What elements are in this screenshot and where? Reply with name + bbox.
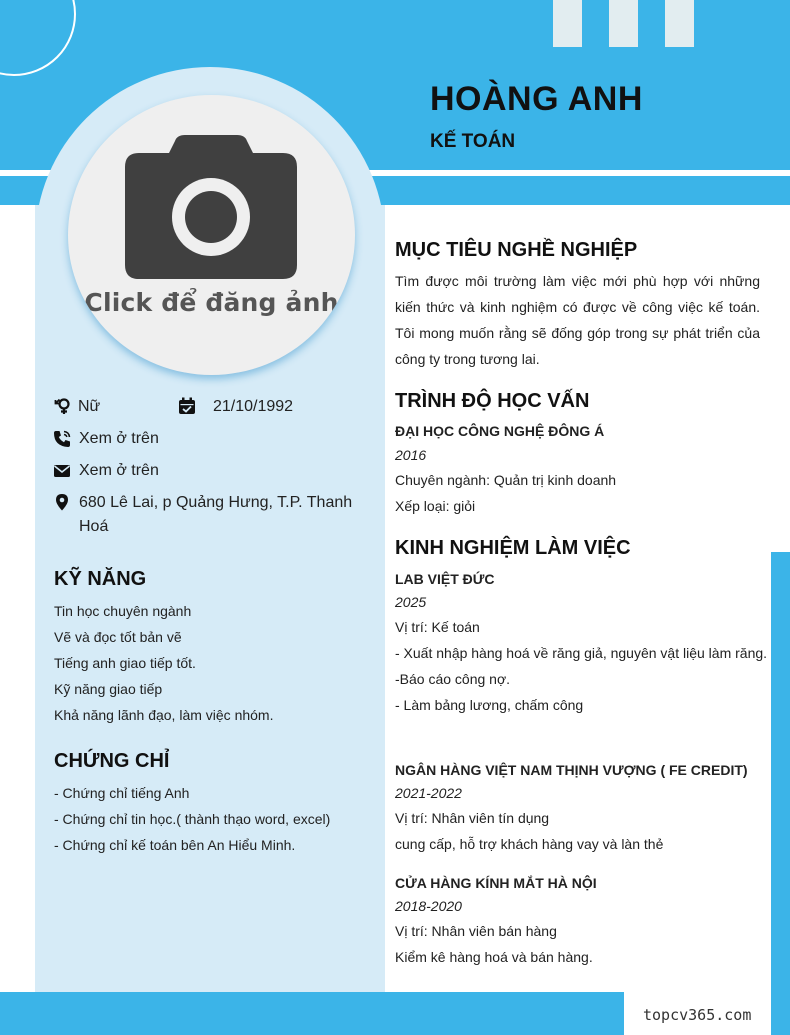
gender-icon [54,397,72,415]
photo-upload[interactable] [68,95,355,375]
objective-text: Tìm được môi trường làm việc mới phù hợp với những kiến thức và kinh nghiệm có được về công việc kế toán. Tôi mong muốn rằng sẽ đống góp trong sự phát triển của công ty trong tương lai. [395,273,760,367]
skill-item: Vẽ và đọc tốt bản vẽ [54,629,182,645]
gender-value: Nữ [78,398,101,415]
job-title: KẾ TOÁN [430,131,516,152]
address-line-1: 680 Lê Lai, p Quảng Hưng, T.P. Thanh [79,494,353,511]
company-name: CỬA HÀNG KÍNH MẮT HÀ NỘI [395,875,597,891]
footer-bar [0,992,624,1035]
school-name: ĐẠI HỌC CÔNG NGHỆ ĐÔNG Á [395,423,605,439]
decorative-side-bar [771,552,790,1035]
job-period: 2021-2022 [395,785,462,801]
experience-heading: KINH NGHIỆM LÀM VIỆC [395,537,631,559]
watermark: topcv365.com [643,1006,752,1024]
job-detail: cung cấp, hỗ trợ khách hàng vay và làn thẻ [395,836,664,852]
candidate-name: HOÀNG ANH [430,80,643,118]
company-name: NGÂN HÀNG VIỆT NAM THỊNH VƯỢNG ( FE CREDIT) [395,762,748,778]
job-detail: -Báo cáo công nợ. [395,671,511,687]
job-detail: - Làm bảng lương, chấm công [395,697,584,713]
job-detail: - Xuất nhập hàng hoá về răng giả, nguyên vật liệu làm răng. [395,645,768,661]
email-value[interactable]: Xem ở trên [79,462,159,479]
company-name: LAB VIỆT ĐỨC [395,571,495,587]
decorative-bar [665,0,694,47]
skills-heading: KỸ NĂNG [54,568,147,590]
objective-heading: MỤC TIÊU NGHỀ NGHIỆP [395,239,638,261]
education-year: 2016 [395,447,427,463]
address-line-2: Hoá [79,518,109,535]
birthdate-value: 21/10/1992 [213,398,294,415]
calendar-icon [178,397,196,415]
job-detail: Vị trí: Nhân viên bán hàng [395,923,557,939]
certificate-item: - Chứng chỉ kế toán bên An Hiểu Minh. [54,837,296,853]
education-heading: TRÌNH ĐỘ HỌC VẤN [395,390,590,412]
certificate-item: - Chứng chỉ tiếng Anh [54,785,190,801]
location-icon [53,493,71,511]
phone-value[interactable]: Xem ở trên [79,430,159,447]
decorative-bar [553,0,582,47]
skill-item: Tin học chuyên ngành [54,603,192,619]
certificates-heading: CHỨNG CHỈ [54,750,170,772]
skill-item: Kỹ năng giao tiếp [54,681,163,697]
education-major: Chuyên ngành: Quản trị kinh doanh [395,472,617,488]
decorative-bar [609,0,638,47]
skill-item: Tiếng anh giao tiếp tốt. [54,655,196,671]
certificate-item: - Chứng chỉ tin học.( thành thạo word, excel) [54,811,331,827]
photo-upload-label: Click để đăng ảnh [84,288,339,317]
job-detail: Kiểm kê hàng hoá và bán hàng. [395,949,593,965]
skill-item: Khả năng lãnh đạo, làm việc nhóm. [54,707,274,723]
camera-icon [125,133,297,279]
job-period: 2025 [395,594,427,610]
phone-icon [53,430,71,448]
education-grade: Xếp loại: giỏi [395,498,476,514]
job-period: 2018-2020 [395,898,462,914]
job-detail: Vị trí: Kế toán [395,619,480,635]
email-icon [53,462,71,480]
job-detail: Vị trí: Nhân viên tín dụng [395,810,550,826]
